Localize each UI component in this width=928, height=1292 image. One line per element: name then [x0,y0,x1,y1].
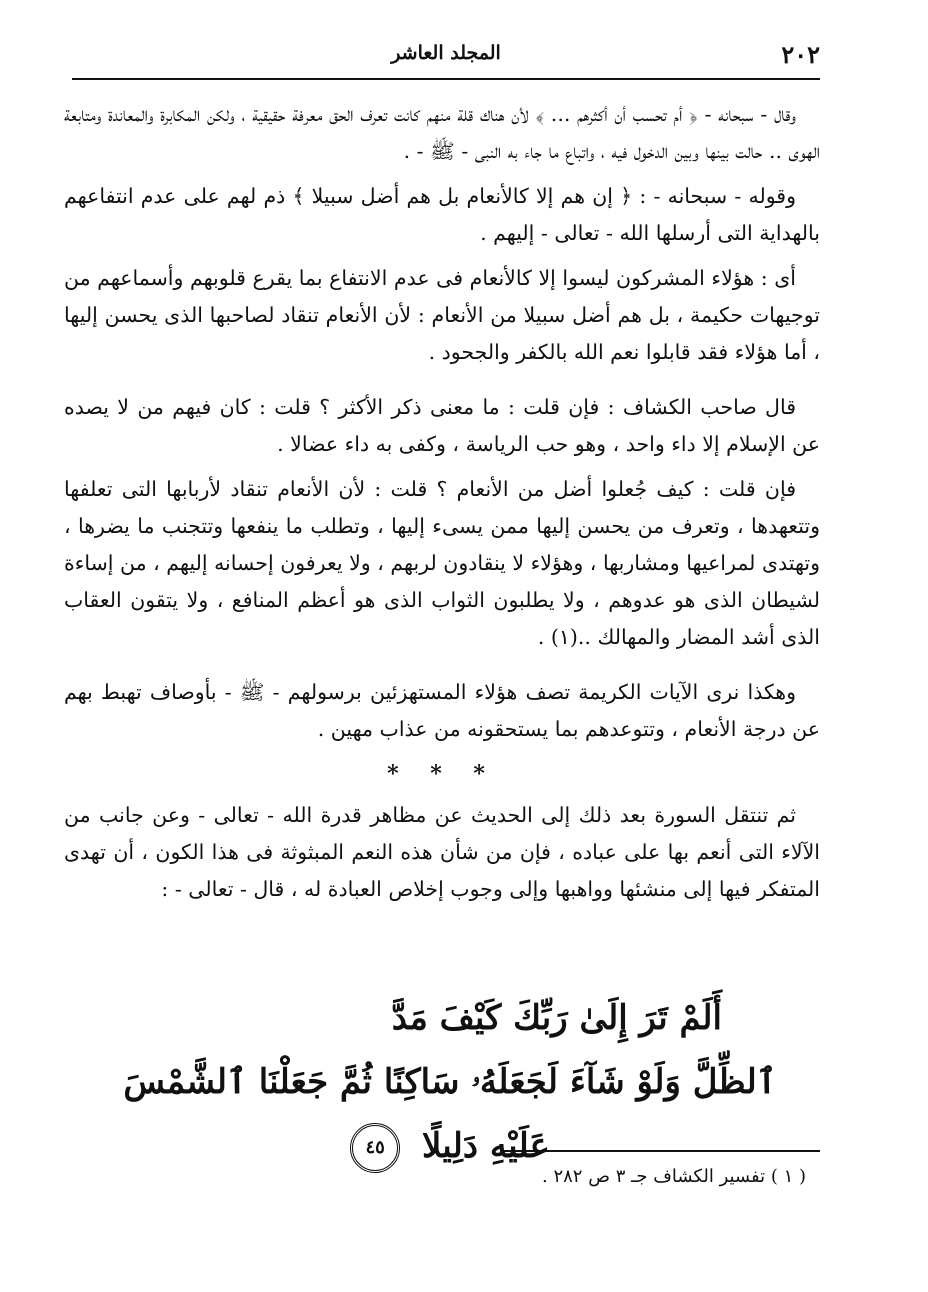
verse-line-2 [118,1050,782,1178]
page-number: ٢٠٢ [781,40,820,69]
footnote: ( ١ ) تفسير الكشاف جـ ٣ ص ٢٨٢ . [542,1166,806,1187]
paragraph: وقال - سبحانه - ﴿ أم تحسب أن أكثرهم ... ﴾ لأن هناك قلة منهم كانت تعرف الحق معرفة حقيقية ، ولكن المكابرة والمعاندة ومتابعة الهوى .. حالت بينها وبين الدخول فيه ، واتباع ما جاء به النبى - ﷺ - . [64,102,820,163]
paragraph: وقوله - سبحانه - : ﴿ إن هم إلا كالأنعام بل هم أضل سبيلا ﴾ ذم لهم على عدم انتفاعهم بالهداية التى أرسلها الله - تعالى - إليهم . [64,184,820,245]
paragraph: أى : هؤلاء المشركون ليسوا إلا كالأنعام فى عدم الانتفاع بما يقرع قلوبهم وأسماعهم من توجيهات حكيمة ، بل هم أضل سبيلا من الأنعام : لأن الأنعام تنقاد لصاحبها الذى يحسن إليها ، أما هؤلاء فقد قابلوا نعم الله بالكفر والجحود . [64,266,820,364]
body-text [64,96,820,916]
verse-line-1: أَلَمْ تَرَ إِلَىٰ رَبِّكَ كَيْفَ مَدَّ [391,998,722,1038]
footnote-rule [500,1150,820,1152]
running-title: المجلد العاشر [391,42,501,64]
paragraph: فإن قلت : كيف جُعلوا أضل من الأنعام ؟ قلت : لأن الأنعام تنقاد لأربابها التى تعلفها وتتعهدها ، وتعرف من يحسن إليها ممن يسىء إليها ، وتطلب ما ينفعها وتتجنب ما يضرها ، وتهتدى لمراعيها ومشاربها ، وهؤلاء لا ينقادون لربهم ، ولا يعرفون إحسانه إليهم ، من إساءة لشيطان الذى هو عدوهم ، ولا يطلبون الثواب الذى هو أعظم المنافع ، ولا يتقون العقاب الذى أشد المضار والمهالك ..(١) . [64,477,820,649]
section-separator: * * * [387,761,497,787]
paragraph: وهكذا نرى الآيات الكريمة تصف هؤلاء المستهزئين برسولهم - ﷺ - بأوصاف تهبط بهم عن درجة الأنعام ، وتتوعدهم بما يستحقونه من عذاب مهين . [64,680,820,741]
ayah-number-mark: ٤٥ [350,1123,400,1173]
paragraph: ثم تنتقل السورة بعد ذلك إلى الحديث عن مظاهر قدرة الله - تعالى - وعن جانب من الآلاء التى أنعم بها على عباده ، فإن من شأن هذه النعم المبثوثة فى هذا الكون ، أن تهدى المتفكر فيها إلى منشئها وواهبها وإلى وجوب إخلاص العبادة له ، قال - تعالى - : [64,803,820,901]
verse-line-2-text: ٱلظِّلَّ وَلَوْ شَآءَ لَجَعَلَهُۥ سَاكِنًا ثُمَّ جَعَلْنَا ٱلشَّمْسَ عَلَيْهِ دَلِيلًا [123,1062,777,1166]
paragraph: قال صاحب الكشاف : فإن قلت : ما معنى ذكر الأكثر ؟ قلت : كان فيهم من لا يصده عن الإسلام إلا داء واحد ، وهو حب الرياسة ، وكفى به داء عضالا . [64,395,820,456]
page-header [72,38,820,80]
